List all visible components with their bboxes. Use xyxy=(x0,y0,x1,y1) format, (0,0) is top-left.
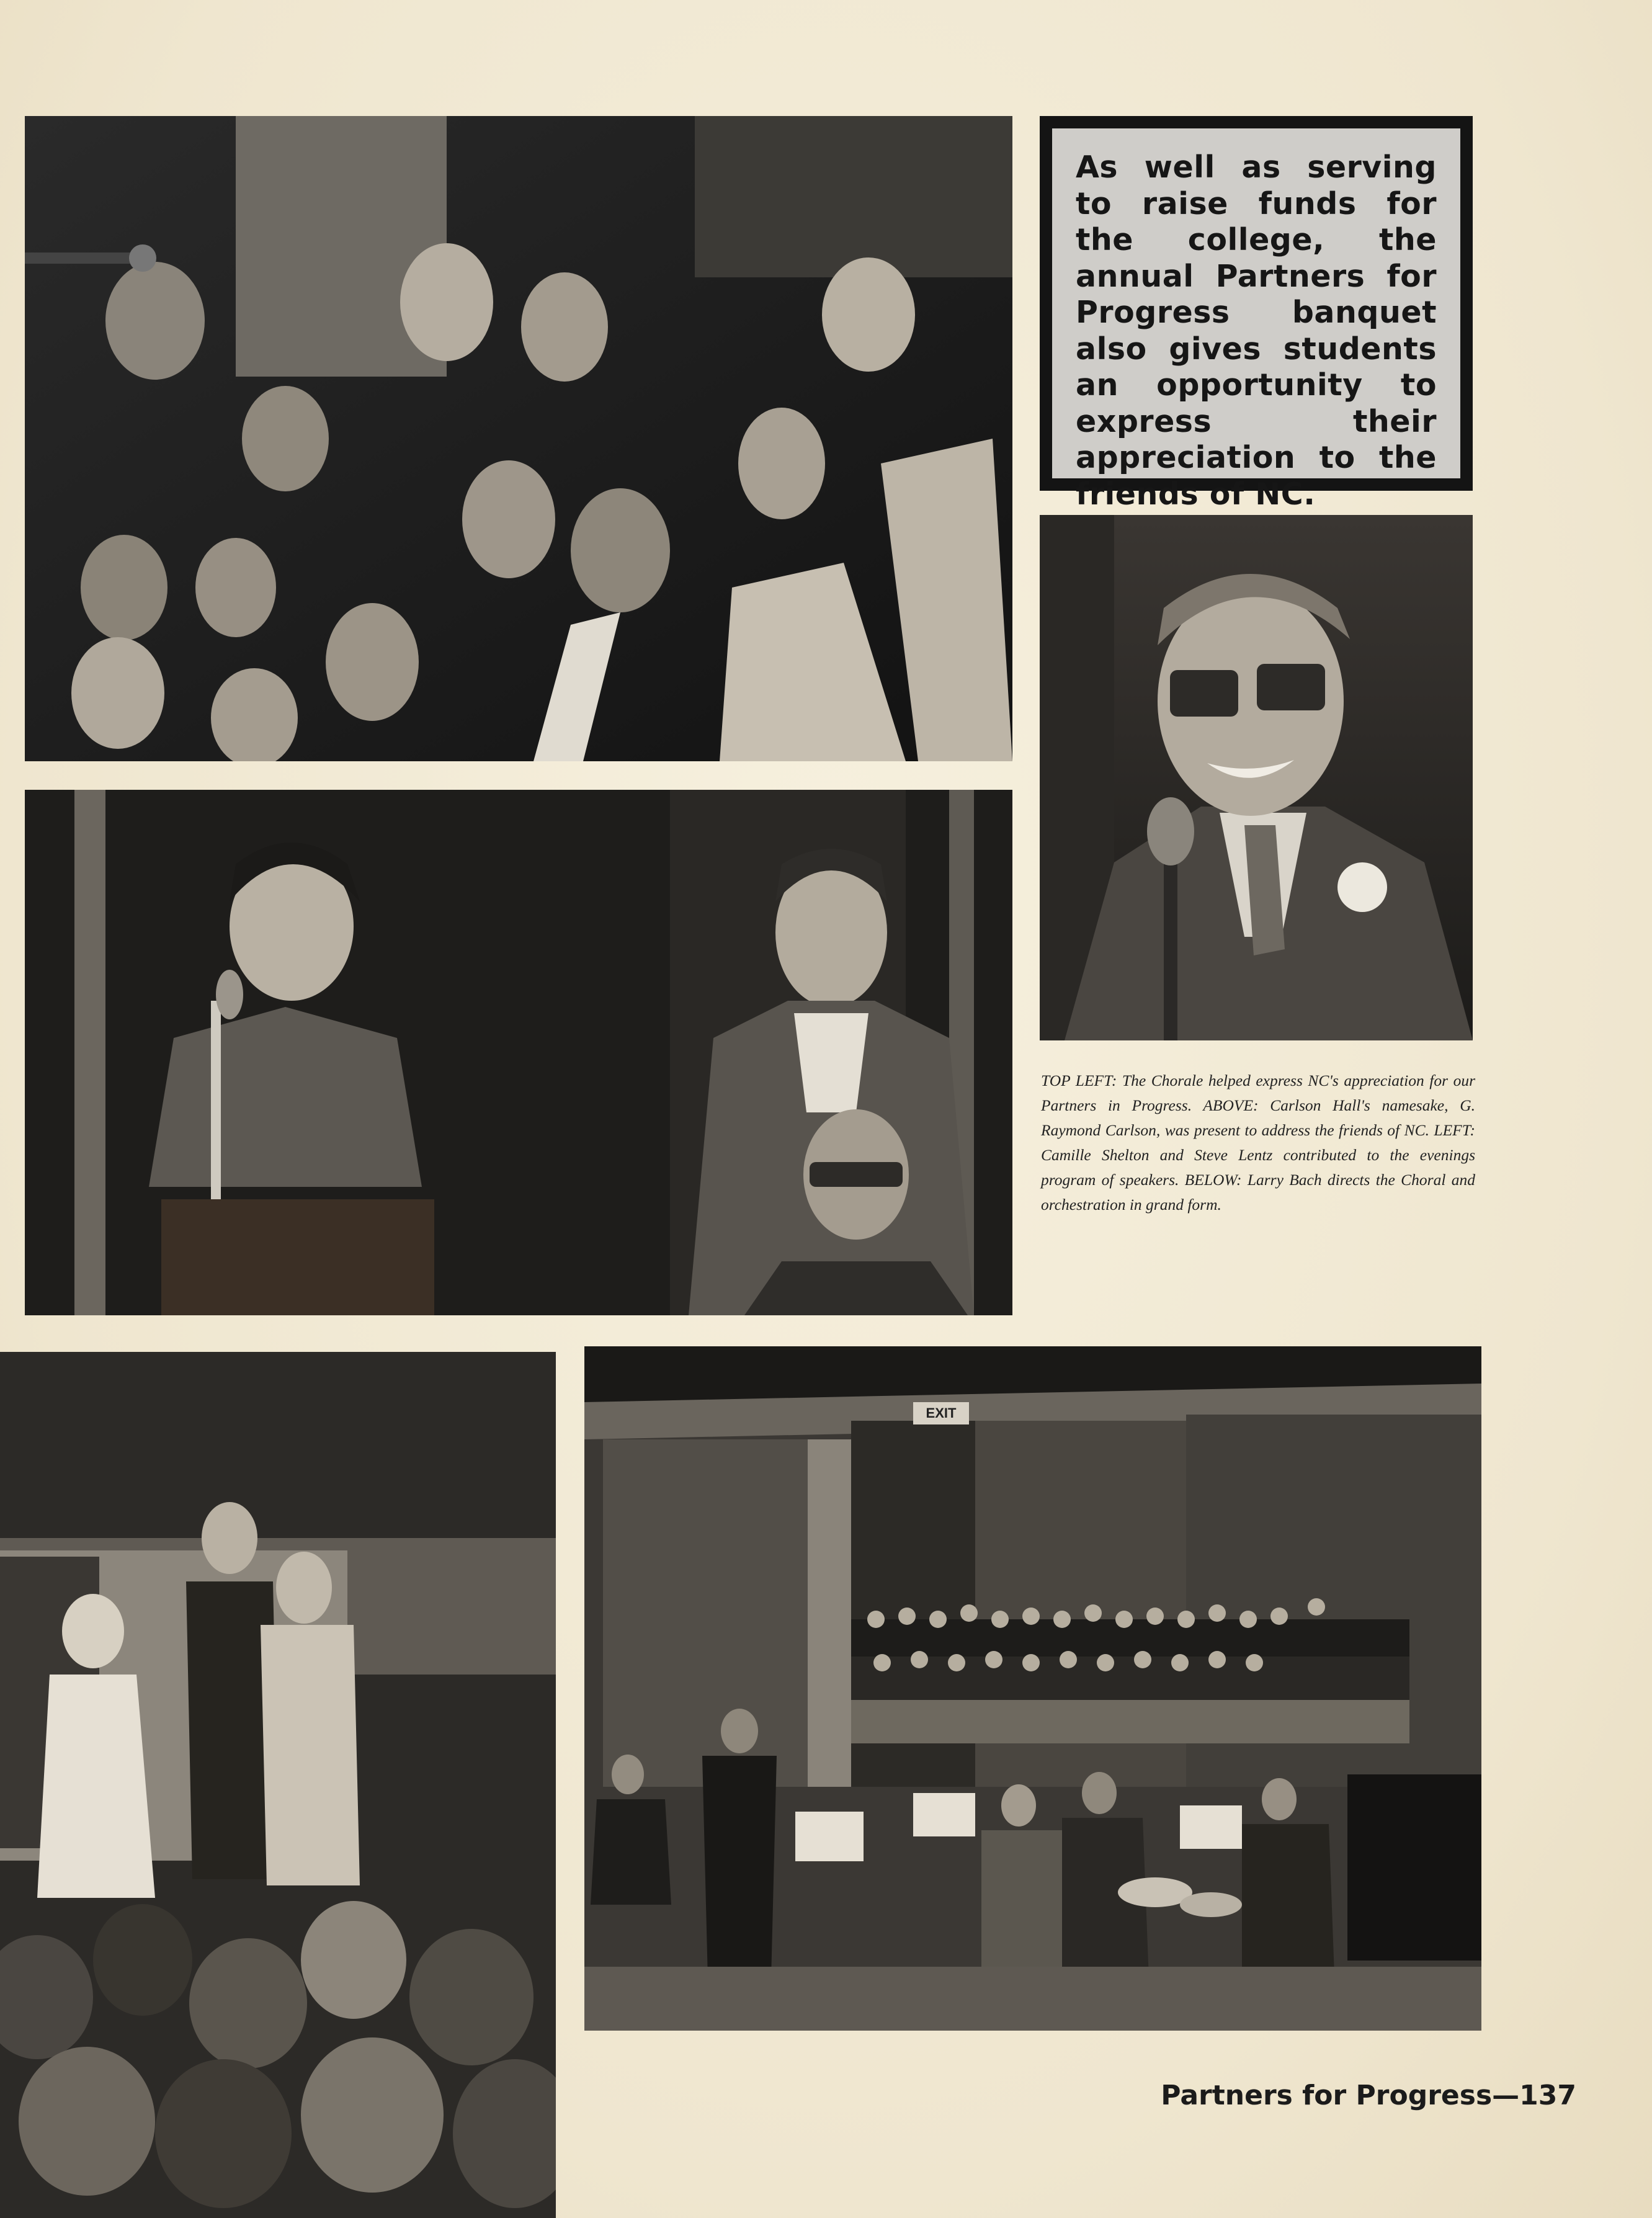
chorale-photo xyxy=(25,116,1012,761)
speakers-photo xyxy=(25,790,1012,1315)
singers-photo xyxy=(0,1352,556,2218)
exit-sign: EXIT xyxy=(926,1405,957,1421)
carlson-photo xyxy=(1040,515,1473,1040)
pullquote-text: As well as serving to raise funds for the college, the annual Partners for Progress banquet also gives students an opportunity to express their appreciation to the friends of NC. xyxy=(1052,128,1460,478)
pullquote-box xyxy=(1040,116,1473,512)
orchestra-photo xyxy=(584,1346,1481,2031)
photo-caption: TOP LEFT: The Chorale helped express NC's appreciation for our Partners in Progress. ABOVE: Carlson Hall's namesake, G. Raymond Carlson, was present to address the friends of NC. LEFT: Camille Shelton and Steve Lentz contributed to the evenings program of speakers. BELOW: Larry Bach directs the Choral and orchestration in grand form. xyxy=(1041,1071,1475,1214)
page-folio: Partners for Progress—137 xyxy=(1161,2080,1576,2111)
